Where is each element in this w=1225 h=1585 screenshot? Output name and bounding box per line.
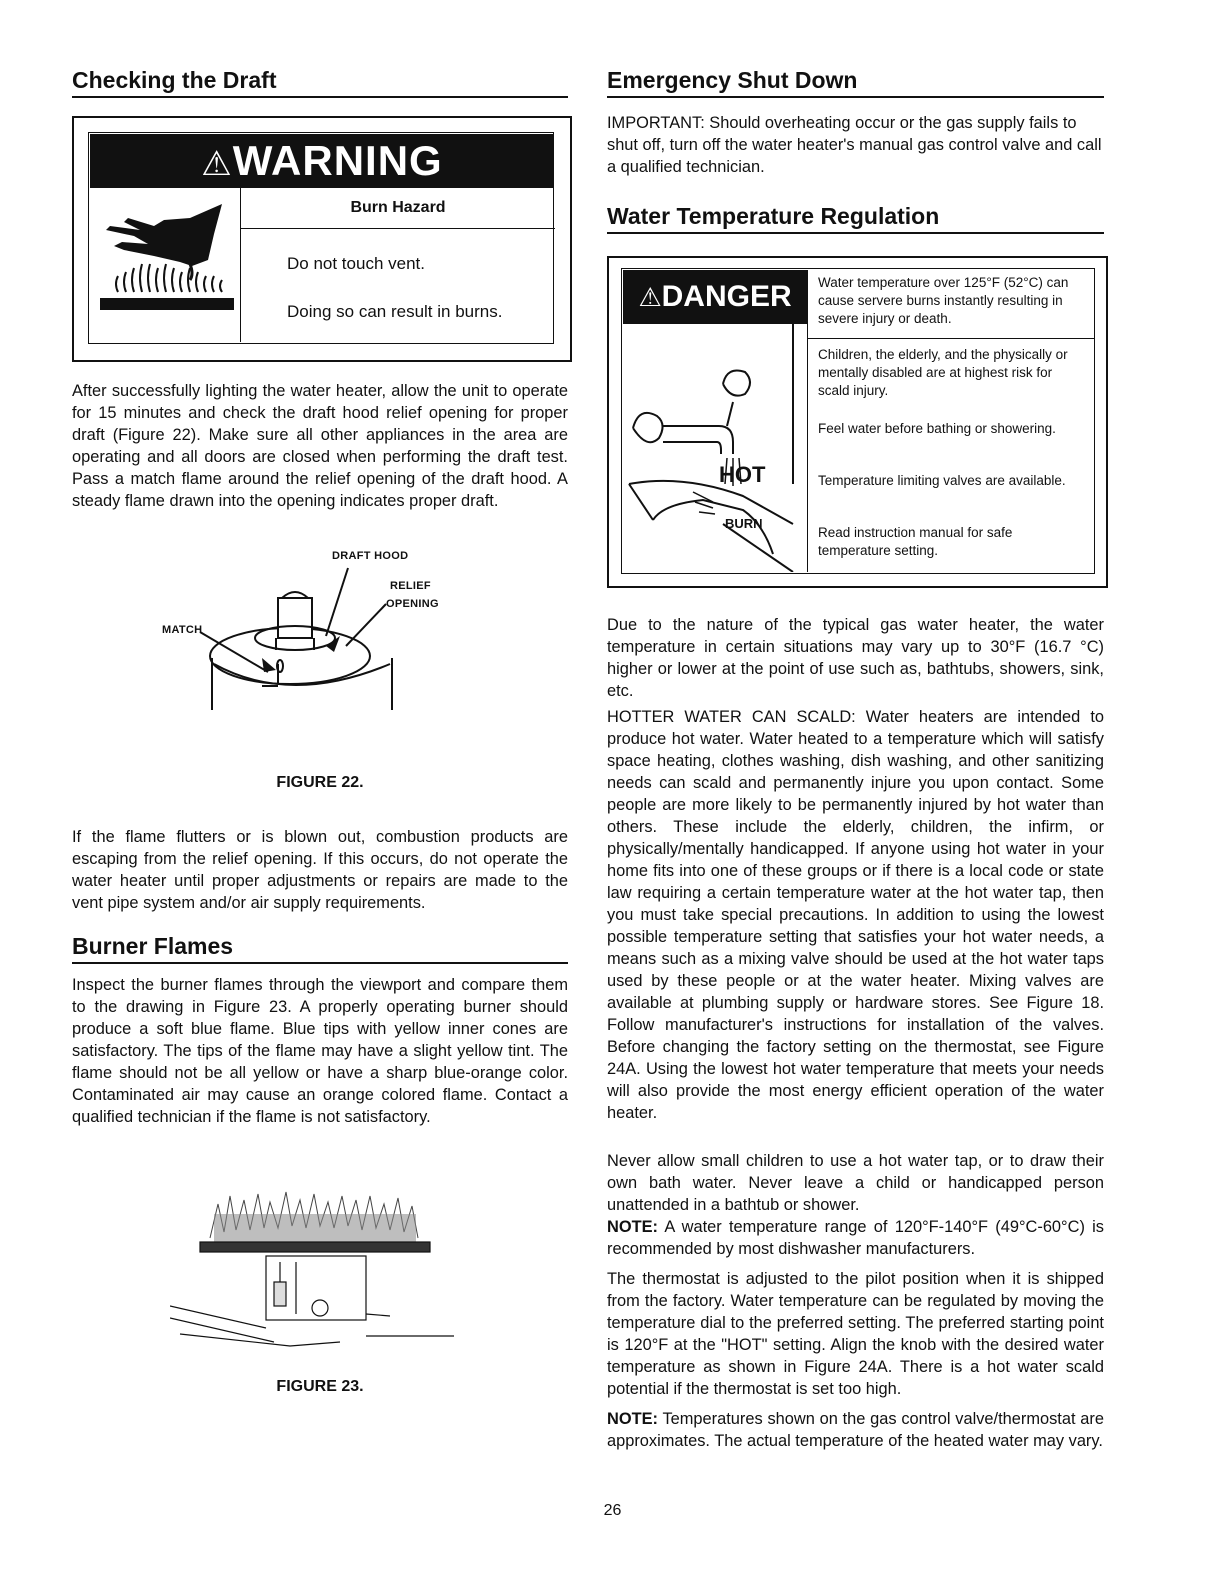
warning-triangle-icon: ⚠ (201, 145, 233, 183)
burn-hazard-warning (72, 116, 572, 362)
relief-label: RELIEF (390, 580, 431, 592)
water-temperature-heading: Water Temperature Regulation (607, 202, 1104, 234)
danger-item-3: Feel water before bathing or showering. (818, 421, 1056, 436)
warning-text-area (240, 228, 555, 342)
draft-hood-drawing (150, 546, 480, 716)
page-number: 26 (603, 1502, 622, 1519)
shutdown-paragraph: IMPORTANT: Should overheating occur or the gas supply fails to shut off, turn off the water heater's manual gas control valve and call a qualified technician. (607, 114, 1102, 176)
burner-flames-heading: Burner Flames (72, 932, 568, 964)
danger-banner: ⚠DANGER (623, 270, 807, 324)
hotter-water-paragraph: HOTTER WATER CAN SCALD: Water heaters are intended to produce hot water. Water heated to a temperature which will satisfy space heating, clothes washing, dish washing, and other sanitizing needs can scald and permanently injure you upon contact. Some people are more likely to be permanently injured by hot water than others. These include the elderly, children, the infirm, or physically/mentally handicapped. If anyone using hot water in your home fits into one of these groups or if there is a local code or state law requiring a certain temperature water at the hot water tap, then you must take special precautions. In addition to using the lowest possible temperature setting that satisfies your hot water needs, a means such as a mixing valve should be used at the hot water taps used by these people or at the water heater. Mixing valves are available at plumbing supply or hardware stores. See Figure 18. Follow manufacturer's instructions for installation of the valves. Before changing the factory setting on the thermostat, see Figure 24A. Using the lowest hot water temperature that meets your needs will also provide the most energy efficient operation of the water heater. (607, 708, 1104, 1122)
temperature-vary-paragraph: Due to the nature of the typical gas water heater, the water temperature in certain situations may vary up to 30°F (16.7 °C) higher or lower at the point of use such as, bathtubs, showers, sink, etc. (607, 616, 1104, 700)
approximate-note (607, 1408, 1104, 1452)
dishwasher-note (607, 1216, 1104, 1260)
hot-water-faucet-icon (623, 324, 807, 572)
figure-22-caption: FIGURE 22. (276, 774, 364, 791)
thermostat-paragraph: The thermostat is adjusted to the pilot position when it is shipped from the factory. Water temperature can be regulated by moving the temperature dial to the preferred setting. The preferred starting point is 120°F at the "HOT" setting. Align the knob with the desired water temperature as shown in Figure 24A. There is a hot water scald potential if the thermostat is set too high. (607, 1270, 1104, 1398)
danger-item-1: Water temperature over 125°F (52°C) can cause servere burns instantly resulting in severe injury or death. (818, 275, 1069, 326)
danger-triangle-icon: ⚠ (638, 282, 662, 312)
burn-text: BURN (725, 516, 763, 531)
note-label-1: NOTE: (607, 1218, 658, 1236)
danger-text-column (807, 270, 1094, 572)
note-text-2: Temperatures shown on the gas control valve/thermostat are approximates. The actual temperature of the heated water may vary. (607, 1410, 1104, 1450)
warning-line-2: Doing so can result in burns. (287, 302, 503, 321)
note-text-1: A water temperature range of 120°F-140°F (49°C-60°C) is recommended by most dishwasher manufacturers. (607, 1218, 1104, 1258)
figure-22 (150, 546, 480, 716)
flutter-paragraph: If the flame flutters or is blown out, combustion products are escaping from the relief opening. If this occurs, do not operate the water heater until proper adjustments or repairs are made to the vent pipe system and/or air supply requirements. (72, 828, 568, 912)
burner-paragraph: Inspect the burner flames through the viewport and compare them to the drawing in Figure 23. A properly operating burner should produce a soft blue flame. Blue tips with yellow inner cones are satisfactory. The tips of the flame may have a slight yellow tint. The flame should not be all yellow or have a sharp blue-orange color. Contaminated air may cause an orange colored flame. Contact a qualified technician if the flame is not satisfactory. (72, 976, 568, 1126)
emergency-shutdown-heading: Emergency Shut Down (607, 66, 1104, 98)
warning-title: Burn Hazard (240, 188, 555, 229)
danger-item-5: Read instruction manual for safe temperature setting. (818, 525, 1013, 558)
draft-hood-label: DRAFT HOOD (332, 550, 409, 562)
danger-item-2: Children, the elderly, and the physically or mentally disabled are at highest risk for scald injury. (818, 347, 1068, 398)
warning-line-1: Do not touch vent. (287, 254, 425, 273)
hand-burn-icon (94, 204, 240, 322)
danger-divider (808, 338, 1094, 339)
danger-item-4: Temperature limiting valves are available. (818, 473, 1066, 488)
checking-draft-heading: Checking the Draft (72, 66, 568, 98)
warning-banner: ⚠WARNING (90, 134, 554, 188)
figure-23-caption: FIGURE 23. (276, 1378, 364, 1395)
note-label-2: NOTE: (607, 1410, 658, 1428)
figure-23-burner-drawing (170, 1186, 456, 1370)
draft-paragraph: After successfully lighting the water heater, allow the unit to operate for 15 minutes and check the draft hood relief opening for proper draft (Figure 22). Make sure all other appliances in the area are operating and all doors are closed when performing the draft test. Pass a match flame around the relief opening of the draft hood. A steady flame drawn into the opening indicates proper draft. (72, 382, 568, 510)
children-paragraph: Never allow small children to use a hot water tap, or to draw their own bath water. Never leave a child or handicapped person unattended in a bathtub or shower. (607, 1152, 1104, 1214)
opening-label: OPENING (386, 598, 439, 610)
hot-text: HOT (719, 462, 766, 487)
match-label: MATCH (162, 624, 203, 636)
scald-danger-label (607, 256, 1108, 588)
